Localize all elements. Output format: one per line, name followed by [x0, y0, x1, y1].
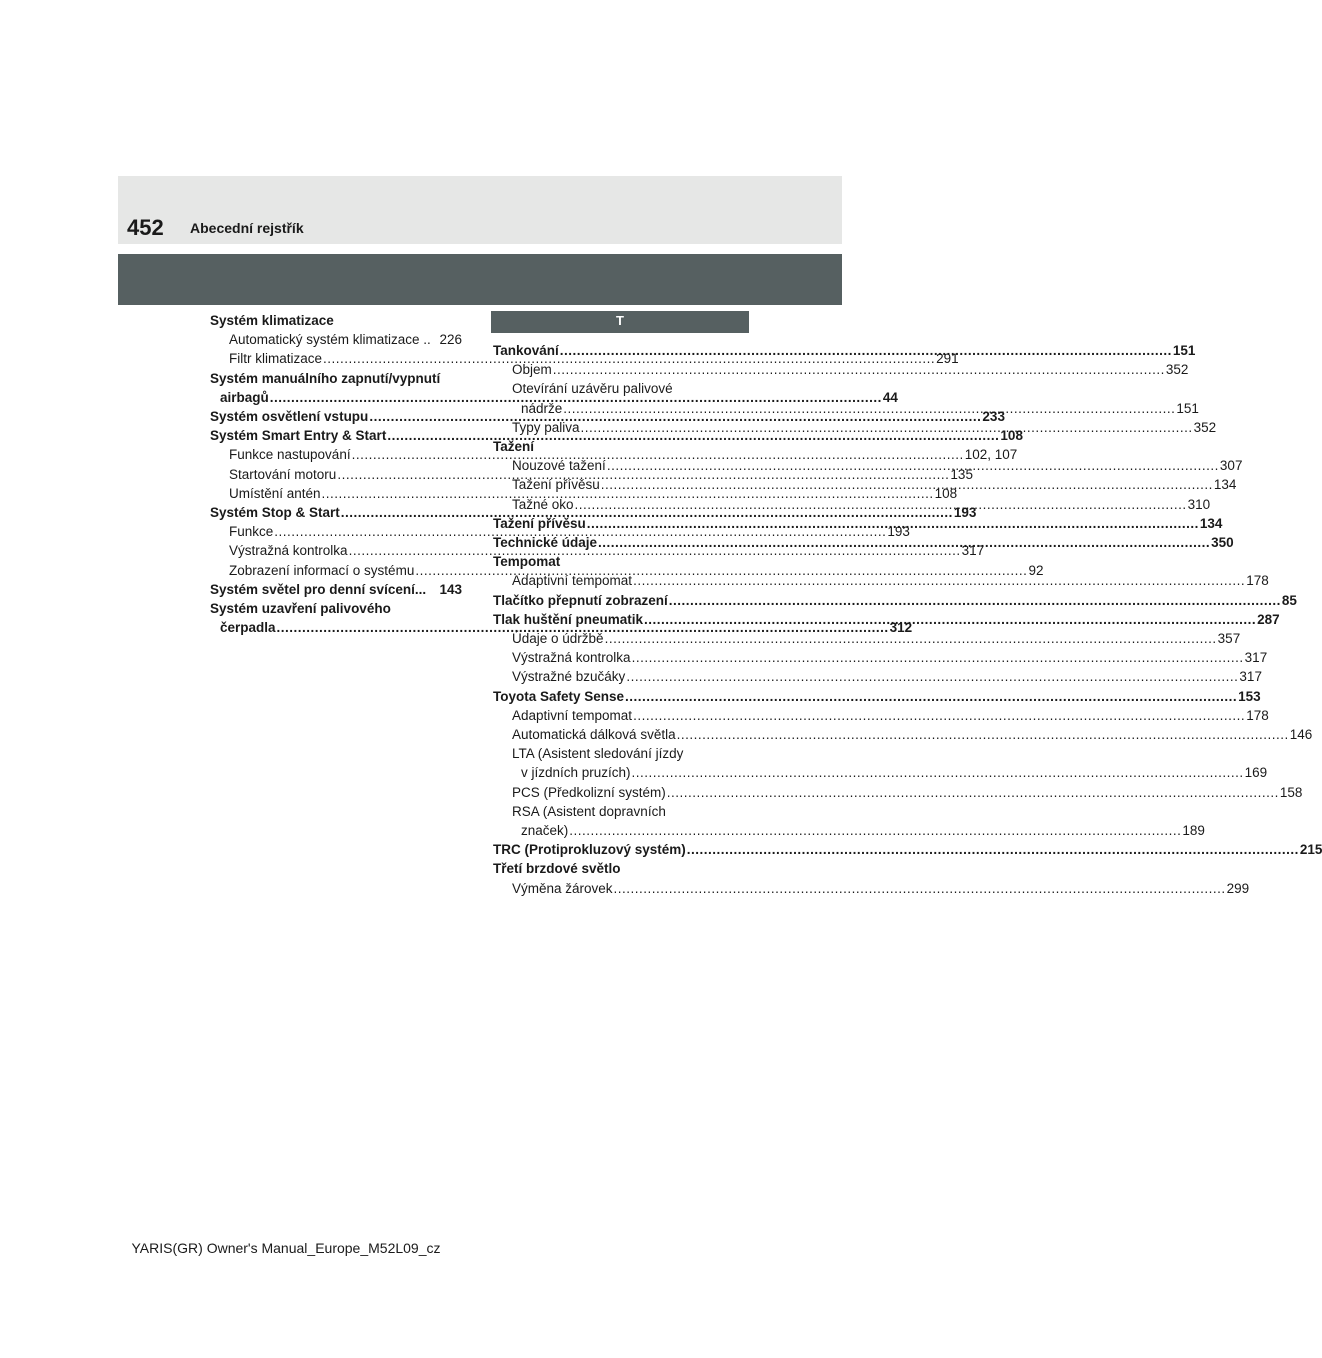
index-entry [210, 330, 462, 349]
index-entry-page: 317 [1244, 650, 1268, 666]
index-entry [493, 744, 749, 763]
footer [0, 1240, 960, 1256]
index-entry-text: Technické údaje [493, 535, 598, 551]
index-entry-page: 92 [1028, 562, 1044, 578]
index-entry-text: TRC (Protiprokluzový systém) [493, 842, 686, 858]
index-entry-text: RSA (Asistent dopravních [512, 803, 666, 819]
index-entry-text: Systém uzavření palivového [210, 601, 391, 617]
index-entry-page: 108 [934, 485, 958, 501]
index-entry-text: Otevírání uzávěru palivové [512, 381, 673, 397]
index-entry-page: 85 [1281, 592, 1297, 608]
index-entry-page: 151 [1176, 400, 1199, 416]
index-entry [493, 687, 1261, 706]
index-entry-text: Tažení [493, 439, 535, 455]
index-entry-page: 158 [1279, 784, 1303, 800]
index-entry-text: Funkce nastupování [229, 447, 351, 463]
index-entry-text: Toyota Safety Sense [493, 688, 625, 704]
index-entry-page: 291 [936, 351, 959, 367]
index-entry-page: 312 [889, 620, 913, 636]
index-entry-page: 317 [1239, 669, 1262, 685]
index-entry-text: čerpadla [220, 620, 276, 636]
index-entry [493, 706, 1269, 725]
index-entry-page: 193 [887, 524, 910, 540]
index-entry-text: značek) [521, 823, 569, 839]
index-entry-page: 151 [1172, 343, 1196, 358]
index-entry-text: LTA (Asistent sledování jízdy [512, 746, 684, 762]
index-entry-page: 169 [1244, 765, 1268, 781]
index-entry-text: PCS (Předkolizní systém) [512, 784, 666, 800]
index-entry-text: Adaptivní tempomat [512, 573, 633, 589]
index-entry [493, 648, 1268, 667]
footer-text: YARIS(GR) Owner's Manual_Europe_M52L09_cz [131, 1240, 441, 1256]
section-title: Abecední rejstřík [190, 220, 304, 236]
index-entry-page: 134 [1213, 477, 1237, 493]
leader-dots [607, 456, 1219, 475]
index-entry-text: airbagů [220, 389, 269, 405]
index-entry-text: Typy paliva [512, 419, 580, 435]
leader-dots [587, 514, 1199, 533]
leader-dots [553, 360, 1165, 379]
index-entry-text: Tankování [493, 343, 559, 358]
index-entry-page: 215 [1299, 842, 1322, 858]
index-entry-page: 102, 107 [964, 447, 1018, 463]
index-entry [493, 379, 749, 398]
index-entry-page: 134 [1199, 515, 1223, 531]
chapter-band [118, 254, 842, 305]
leader-dots [632, 763, 1244, 782]
index-entry-text: Tažení přívěsu [493, 515, 586, 531]
index-entry-page: 135 [950, 466, 973, 482]
index-entry-page: 146 [1289, 727, 1313, 743]
leader-dots [581, 418, 1193, 437]
index-entry-text: Výstražná kontrolka [512, 650, 631, 666]
index-entry-text: Tlak huštění pneumatik [493, 611, 644, 627]
index-entry [493, 360, 1189, 379]
index-entry-page: 153 [1238, 688, 1261, 704]
index-entry-text: Tempomat [493, 554, 561, 570]
index-entry [493, 859, 749, 878]
leader-dots [626, 667, 1238, 686]
leader-dots [569, 821, 1181, 840]
index-entry [210, 369, 462, 388]
index-entry-text: Zobrazení informací o systému [229, 562, 415, 578]
index-entry-text: Tlačítko přepnutí zobrazení [493, 592, 668, 608]
index-entry-page: 233 [982, 409, 1005, 425]
index-entry-page: 310 [1187, 496, 1211, 512]
index-entry-page: 307 [1219, 458, 1243, 474]
leader-dots [669, 591, 1281, 610]
index-entry-text: nádrže [521, 400, 563, 416]
index-entry-text: Výstražné bzučáky [512, 669, 626, 685]
index-entry-text: Funkce [229, 524, 274, 540]
index-entry [493, 879, 1250, 898]
index-entry [493, 802, 749, 821]
index-entry-page: 226 [439, 332, 462, 348]
index-entry-page: 189 [1182, 823, 1205, 839]
index-entry-page: 357 [1217, 631, 1241, 647]
index-entry [210, 599, 462, 618]
index-entry-page: 193 [953, 505, 977, 521]
index-entry [493, 552, 749, 571]
index-entry-text: Adaptivní tempomat [512, 707, 633, 723]
index-entry [210, 580, 462, 599]
index-entry-page: 44 [882, 389, 898, 405]
index-entry-page: 350 [1211, 535, 1234, 551]
index-entry-page: 317 [961, 543, 985, 559]
index-entry-text: Systém světel pro denní svícení... [210, 581, 427, 597]
leader-dots [601, 475, 1213, 494]
letter-header: T [491, 311, 749, 333]
index-entry-text: Nouzové tažení [512, 458, 606, 474]
index-entry-text: Systém klimatizace [210, 313, 334, 328]
index-entry-page: 178 [1246, 573, 1269, 589]
index-entry-text: Systém osvětlení vstupu [210, 409, 369, 425]
index-entry [493, 437, 749, 456]
index-entry [210, 311, 462, 330]
index-entry-text: Startování motoru [229, 466, 337, 482]
index-entry [493, 591, 1297, 610]
index-entry-text: Umístění antén [229, 485, 321, 501]
index-entry [493, 571, 1269, 590]
index-entry-text: Výstražná kontrolka [229, 543, 348, 559]
index-entry-page: 299 [1226, 880, 1250, 896]
index-entry-text: Tažení přívěsu [512, 477, 600, 493]
leader-dots [632, 648, 1244, 667]
index-entry-page: 143 [439, 581, 462, 597]
index-entry-text: Systém manuálního zapnutí/vypnutí [210, 370, 441, 386]
index-entry [493, 821, 1205, 840]
index-entry-text: Třetí brzdové světlo [493, 861, 621, 877]
leader-dots [560, 341, 1172, 360]
leader-dots [677, 725, 1289, 744]
index-entry-text: Objem [512, 362, 552, 378]
leader-dots [625, 687, 1237, 706]
index-entry-text: Údaje o údržbě [512, 631, 604, 647]
leader-dots [563, 399, 1175, 418]
leader-dots [598, 533, 1210, 552]
leader-dots [667, 783, 1279, 802]
index-entry [493, 667, 1262, 686]
leader-dots [644, 610, 1256, 629]
index-entry [493, 629, 1241, 648]
index-entry-text: Výměna žárovek [512, 880, 613, 896]
leader-dots [575, 495, 1187, 514]
index-entry-text: Systém Smart Entry & Start [210, 428, 387, 444]
index-entry-page: 287 [1257, 611, 1280, 627]
leader-dots [614, 879, 1226, 898]
index-entry-page: 352 [1193, 419, 1217, 435]
index-entry [493, 783, 1303, 802]
index-entry-text: Automatická dálková světla [512, 727, 676, 743]
page-number: 452 [127, 215, 164, 240]
index-entry-page: 108 [1000, 428, 1023, 444]
index-entry-text: Systém Stop & Start [210, 505, 340, 521]
index-entry [493, 763, 1268, 782]
index-entry-page: 352 [1165, 362, 1189, 378]
leader-dots [605, 629, 1217, 648]
leader-dots [687, 840, 1299, 859]
leader-dots [633, 571, 1245, 590]
leader-dots [633, 706, 1245, 725]
index-entry-text: v jízdních pruzích) [521, 765, 631, 781]
index-entry [493, 840, 1322, 859]
index-entry-text: Filtr klimatizace [229, 351, 323, 367]
index-entry-text: Tažné oko [512, 496, 574, 512]
index-entry [493, 725, 1313, 744]
index-entry-text: Automatický systém klimatizace .. [229, 332, 431, 348]
index-entry-page: 178 [1246, 707, 1269, 723]
